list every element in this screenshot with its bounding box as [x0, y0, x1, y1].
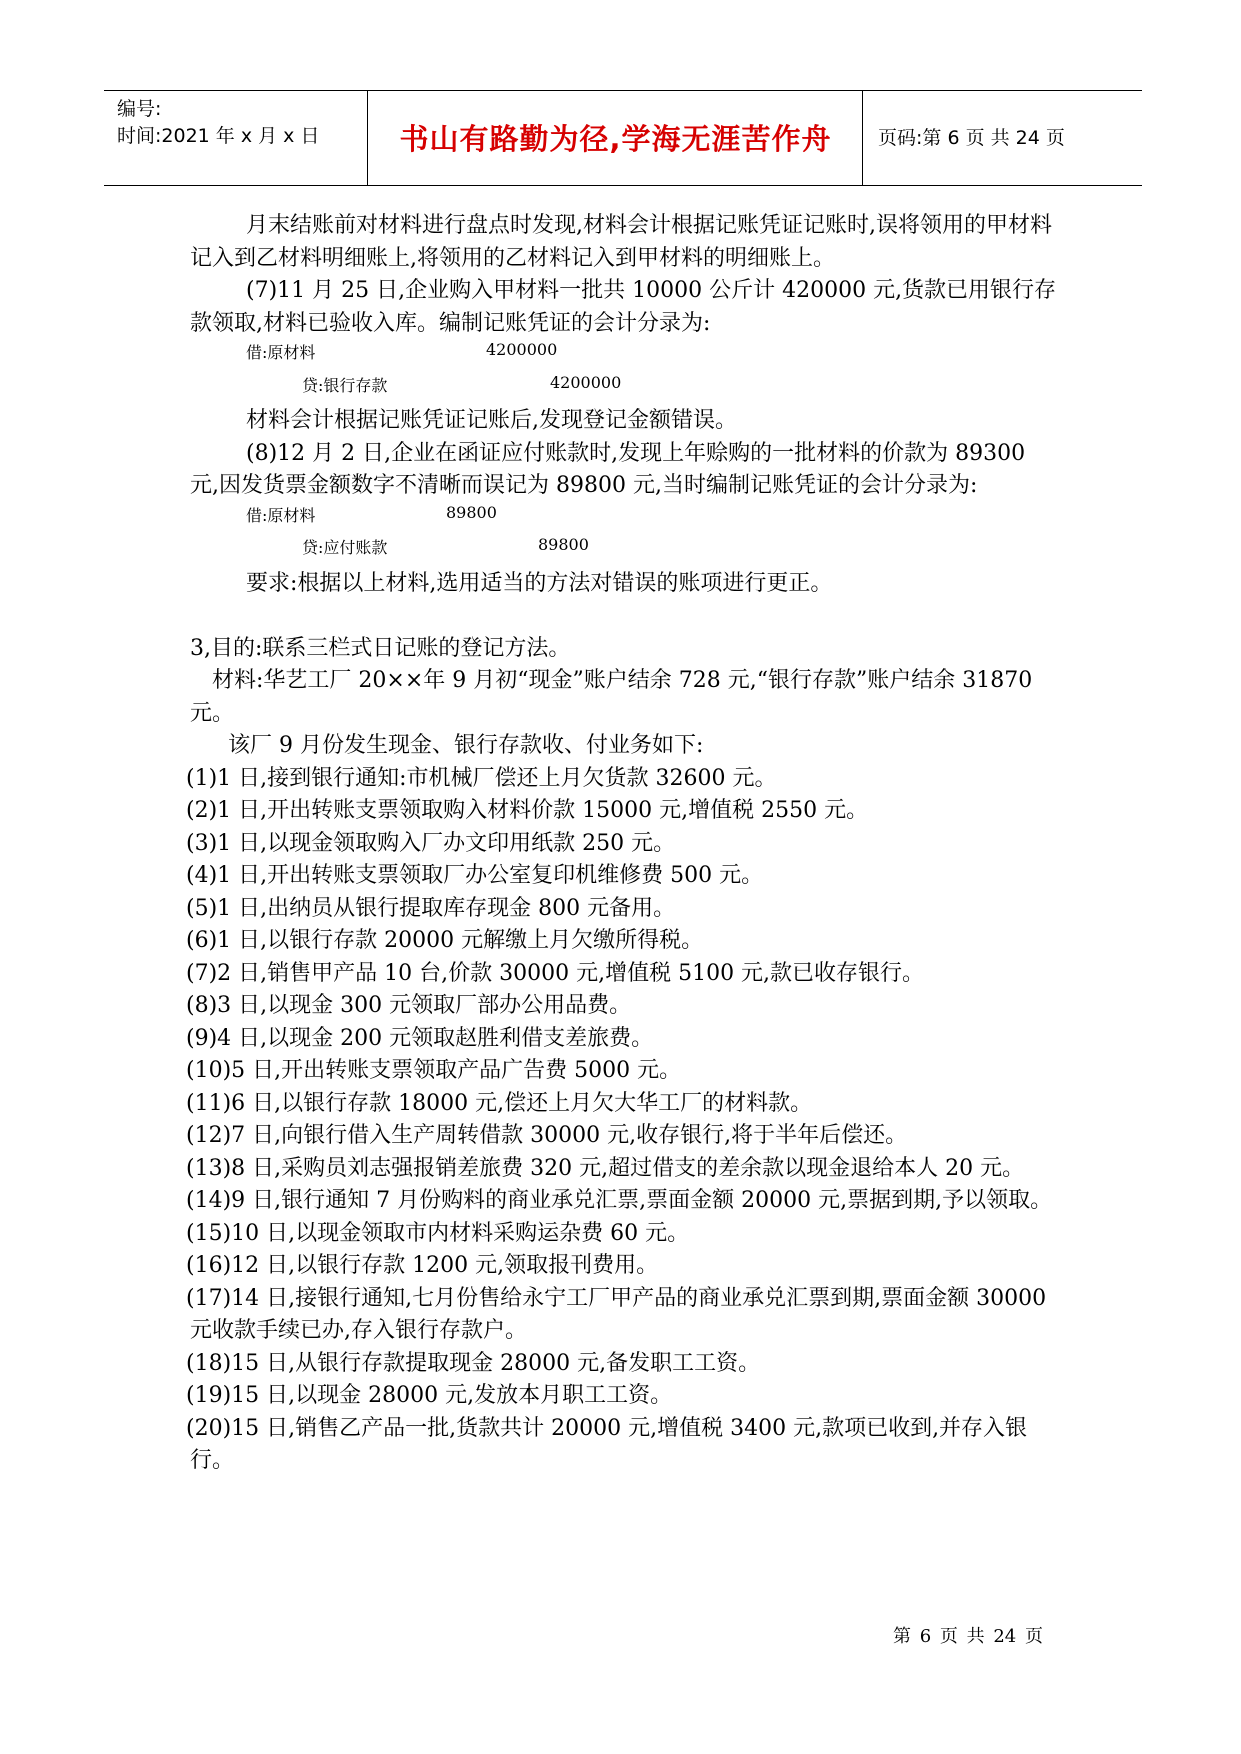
document-code-label: 编号:	[117, 98, 162, 120]
entry-1-debit-label: 借:原材料	[246, 343, 316, 362]
header-page-cell	[864, 91, 1142, 185]
list-item: (7)2 日,销售甲产品 10 台,价款 30000 元,增值税 5100 元,款已收存银行。	[186, 960, 925, 986]
section-3-material: 材料:华艺工厂 20××年 9 月初“现金”账户结余 728 元,“银行存款”账户结余 31870 元。	[190, 668, 1033, 726]
document-time-label: 时间:2021 年 x 月 x 日	[117, 125, 320, 147]
paragraph-requirement: 要求:根据以上材料,选用适当的方法对错误的账项进行更正。	[246, 570, 833, 596]
list-item: (9)4 日,以现金 200 元领取赵胜利借支差旅费。	[186, 1025, 654, 1051]
section-spacer	[190, 600, 1060, 633]
list-item: (10)5 日,开出转账支票领取产品广告费 5000 元。	[186, 1058, 682, 1083]
page-footer: 第 6 页 共 24 页	[893, 1626, 1043, 1647]
header-motto-cell	[369, 91, 863, 185]
list-item: (15)10 日,以现金领取市内材料采购运杂费 60 元。	[186, 1220, 690, 1246]
list-item: (11)6 日,以银行存款 18000 元,偿还上月欠大华工厂的材料款。	[186, 1090, 813, 1116]
journal-entry-2-debit	[190, 503, 1060, 536]
document-body	[186, 210, 1060, 1478]
list-item: (3)1 日,以现金领取购入厂办文印用纸款 250 元。	[186, 830, 676, 856]
entry-1-debit-amount: 4200000	[486, 340, 558, 359]
list-item: (13)8 日,采购员刘志强报销差旅费 320 元,超过借支的差余款以现金退给本人 20 元。	[186, 1155, 1025, 1181]
list-item: (2)1 日,开出转账支票领取购入材料价款 15000 元,增值税 2550 元。	[186, 798, 869, 823]
list-item: (17)14 日,接银行通知,七月份售给永宁工厂甲产品的商业承兑汇票到期,票面金额 30000 元收款手续已办,存入银行存款户。	[186, 1285, 1047, 1343]
list-item: (16)12 日,以银行存款 1200 元,领取报刊费用。	[186, 1253, 659, 1278]
entry-2-credit-amount: 89800	[538, 535, 589, 554]
list-item: (5)1 日,出纳员从银行提取库存现金 800 元备用。	[186, 895, 676, 921]
entry-2-credit-label: 贷:应付账款	[302, 538, 388, 557]
list-item: (6)1 日,以银行存款 20000 元解缴上月欠缴所得税。	[186, 928, 704, 953]
list-item: (1)1 日,接到银行通知:市机械厂偿还上月欠货款 32600 元。	[186, 765, 777, 791]
list-item: (18)15 日,从银行存款提取现金 28000 元,备发职工工资。	[186, 1350, 761, 1376]
entry-1-credit-label: 贷:银行存款	[302, 375, 388, 395]
entry-1-credit-amount: 4200000	[550, 372, 622, 392]
journal-entry-2-credit	[190, 535, 1060, 568]
entry-2-debit-amount: 89800	[446, 502, 497, 522]
journal-entry-1-credit	[190, 373, 1060, 406]
paragraph-inventory-error: 月末结账前对材料进行盘点时发现,材料会计根据记账凭证记账时,误将领用的甲材料记入到乙材料明细账上,将领用的乙材料记入到甲材料的明细账上。	[190, 213, 1052, 271]
list-item: (12)7 日,向银行借入生产周转借款 30000 元,收存银行,将于半年后偿还。	[186, 1123, 908, 1148]
entry-2-debit-label: 借:原材料	[246, 505, 316, 525]
list-item: (20)15 日,销售乙产品一批,货款共计 20000 元,增值税 3400 元,款项已收到,并存入银行。	[186, 1415, 1028, 1473]
journal-entry-1-debit	[190, 340, 1060, 373]
section-3-title: 3,目的:联系三栏式日记账的登记方法。	[190, 635, 571, 661]
list-item: (4)1 日,开出转账支票领取厂办公室复印机维修费 500 元。	[186, 863, 764, 888]
paragraph-amount-error: 材料会计根据记账凭证记账后,发现登记金额错误。	[246, 408, 737, 433]
section-3-intro: 该厂 9 月份发生现金、银行存款收、付业务如下:	[228, 733, 704, 758]
page-header	[104, 90, 1142, 186]
list-item: (8)3 日,以现金 300 元领取厂部办公用品费。	[186, 993, 632, 1018]
header-page-info: 页码:第 6 页 共 24 页	[878, 127, 1065, 149]
header-motto: 书山有路勤为径,学海无涯苦作舟	[399, 122, 832, 156]
paragraph-case-7: (7)11 月 25 日,企业购入甲材料一批共 10000 公斤计 420000 元,货款已用银行存款领取,材料已验收入库。编制记账凭证的会计分录为:	[190, 278, 1057, 336]
list-item: (19)15 日,以现金 28000 元,发放本月职工工资。	[186, 1383, 673, 1408]
paragraph-case-8: (8)12 月 2 日,企业在函证应付账款时,发现上年赊购的一批材料的价款为 89300 元,因发货票金额数字不清晰而误记为 89800 元,当时编制记账凭证的会计分录为:	[190, 440, 1026, 498]
list-item: (14)9 日,银行通知 7 月份购料的商业承兑汇票,票面金额 20000 元,票据到期,予以领取。	[186, 1188, 1053, 1213]
header-meta-cell	[104, 91, 368, 185]
